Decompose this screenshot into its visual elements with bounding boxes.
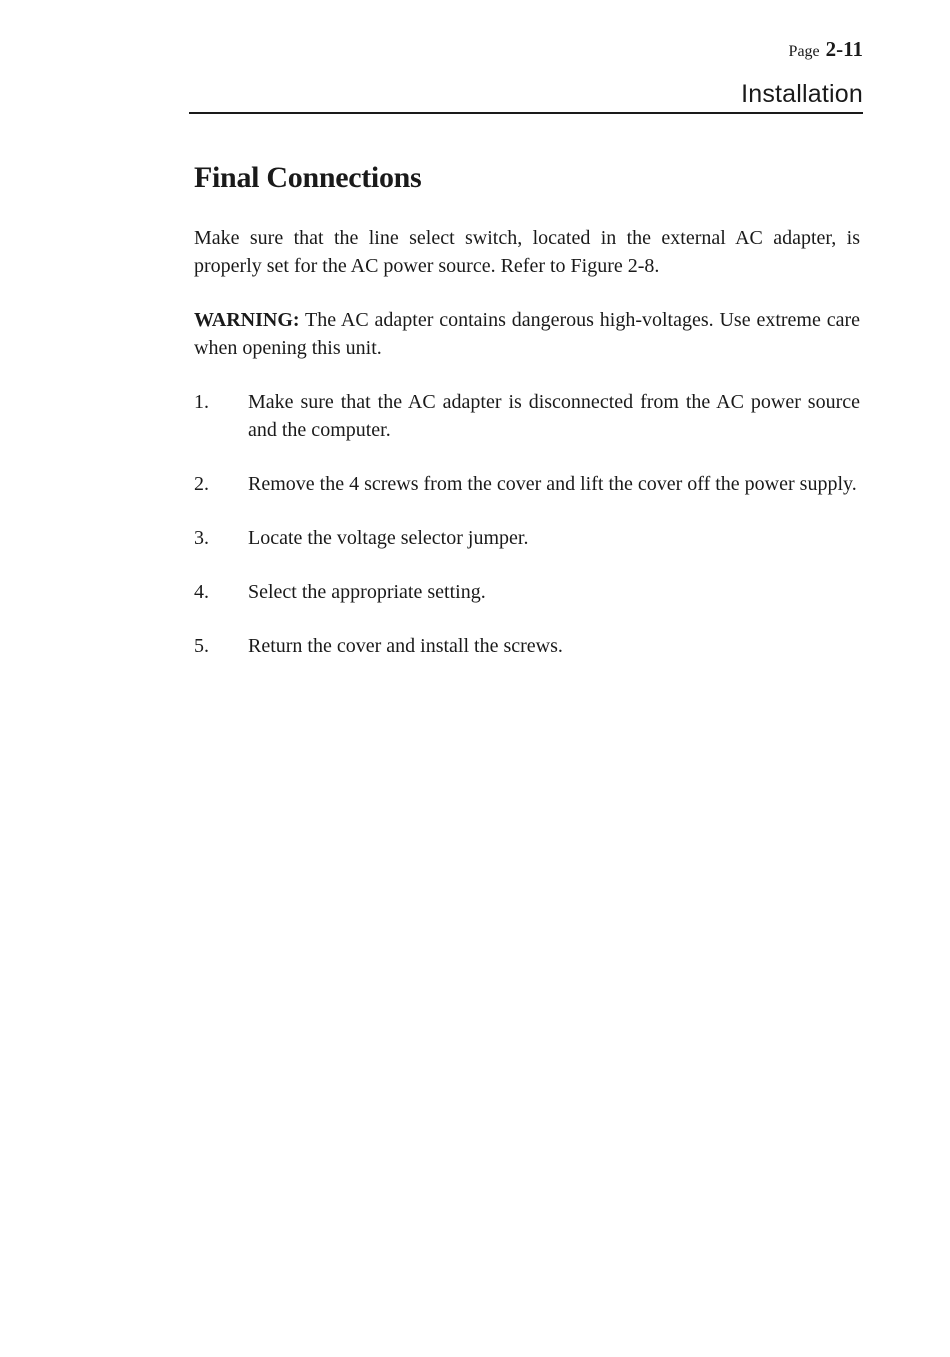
section-title: Final Connections (194, 161, 422, 194)
warning-paragraph (194, 306, 860, 362)
list-item (194, 578, 860, 606)
step-number: 3. (194, 527, 209, 549)
page-number-value: 2-11 (825, 37, 863, 61)
warning-text: The AC adapter contains dangerous high-voltages. Use extreme care when opening this unit. (194, 309, 860, 359)
page-number (789, 36, 863, 65)
page-content (194, 158, 860, 686)
intro-paragraph: Make sure that the line select switch, located in the external AC adapter, is properly set for the AC power source. Refer to Figure 2-8. (194, 227, 860, 277)
step-text: Make sure that the AC adapter is disconnected from the AC power source and the computer. (248, 391, 860, 441)
step-number: 5. (194, 635, 209, 657)
page-header (189, 36, 863, 114)
steps-list (194, 388, 860, 660)
step-number: 4. (194, 581, 209, 603)
list-item (194, 632, 860, 660)
step-text: Locate the voltage selector jumper. (248, 527, 529, 549)
list-item (194, 470, 860, 498)
step-number: 2. (194, 473, 209, 495)
warning-label: WARNING: (194, 309, 300, 331)
list-item (194, 524, 860, 552)
page-label: Page (788, 43, 820, 60)
step-text: Remove the 4 screws from the cover and lift the cover off the power supply. (248, 473, 857, 495)
step-text: Select the appropriate setting. (248, 581, 486, 603)
step-number: 1. (194, 391, 209, 413)
step-text: Return the cover and install the screws. (248, 635, 563, 657)
list-item (194, 388, 860, 444)
header-rule (189, 112, 863, 114)
chapter-title: Installation (741, 80, 863, 108)
